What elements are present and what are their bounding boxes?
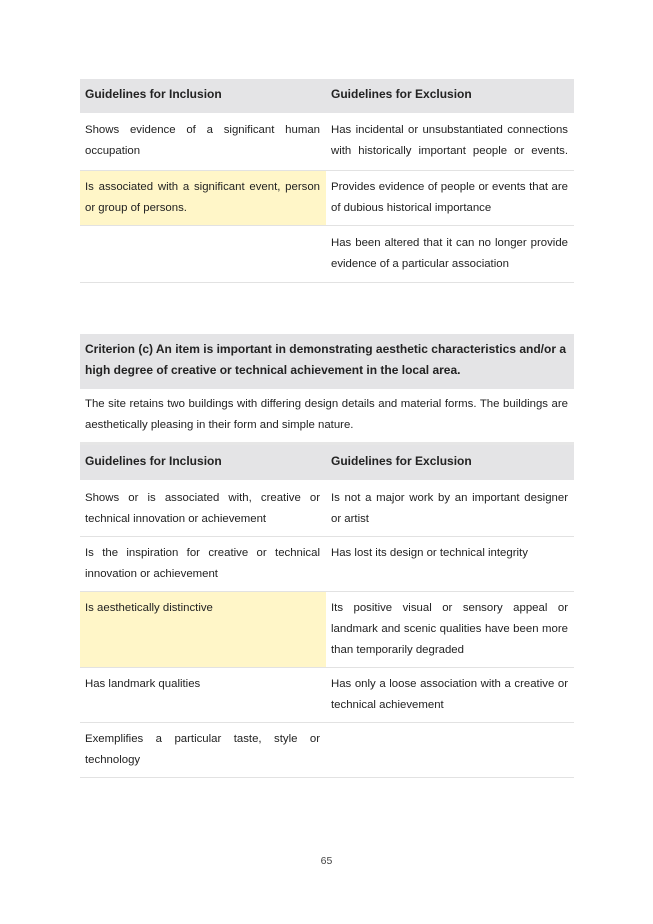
criterion-c-description-row <box>80 389 574 444</box>
header-inclusion: Guidelines for Inclusion <box>80 444 326 481</box>
exclusion-cell: Is not a major work by an important designer or artist <box>326 480 574 537</box>
table-header-row <box>80 444 574 481</box>
inclusion-cell: Shows evidence of a significant human occupation <box>80 113 326 171</box>
table-row <box>80 592 574 668</box>
inclusion-cell <box>80 226 326 283</box>
guidelines-table-criterion-b <box>80 79 574 283</box>
criterion-c-description: The site retains two buildings with differing design details and material forms. The buildings are aesthetically pleasing in their form and simple nature. <box>80 389 574 444</box>
table-row <box>80 480 574 537</box>
exclusion-cell: Has been altered that it can no longer provide evidence of a particular association <box>326 226 574 283</box>
exclusion-cell: Has lost its design or technical integrity <box>326 537 574 592</box>
table-row <box>80 537 574 592</box>
header-inclusion: Guidelines for Inclusion <box>80 79 326 113</box>
inclusion-cell: Exemplifies a particular taste, style or technology <box>80 723 326 778</box>
table-row <box>80 113 574 171</box>
inclusion-cell-highlighted: Is aesthetically distinctive <box>80 592 326 668</box>
exclusion-cell <box>326 723 574 778</box>
exclusion-cell: Has incidental or unsubstantiated connections with historically important people or events. <box>326 113 574 171</box>
criterion-c-header-row <box>80 334 574 389</box>
table-row <box>80 171 574 226</box>
header-exclusion: Guidelines for Exclusion <box>326 79 574 113</box>
inclusion-cell: Is the inspiration for creative or technical innovation or achievement <box>80 537 326 592</box>
exclusion-cell: Has only a loose association with a creative or technical achievement <box>326 668 574 723</box>
inclusion-cell: Shows or is associated with, creative or technical innovation or achievement <box>80 480 326 537</box>
criterion-c-table <box>80 334 574 778</box>
header-exclusion: Guidelines for Exclusion <box>326 444 574 481</box>
table-row <box>80 668 574 723</box>
table-header-row <box>80 79 574 113</box>
exclusion-cell: Provides evidence of people or events that are of dubious historical importance <box>326 171 574 226</box>
page-number: 65 <box>320 855 333 867</box>
inclusion-cell: Has landmark qualities <box>80 668 326 723</box>
inclusion-cell-highlighted: Is associated with a significant event, person or group of persons. <box>80 171 326 226</box>
exclusion-cell: Its positive visual or sensory appeal or landmark and scenic qualities have been more than temporarily degraded <box>326 592 574 668</box>
table-row <box>80 226 574 283</box>
criterion-c-title: Criterion (c) An item is important in demonstrating aesthetic characteristics and/or a high degree of creative or technical achievement in the local area. <box>80 334 574 389</box>
table-row <box>80 723 574 778</box>
